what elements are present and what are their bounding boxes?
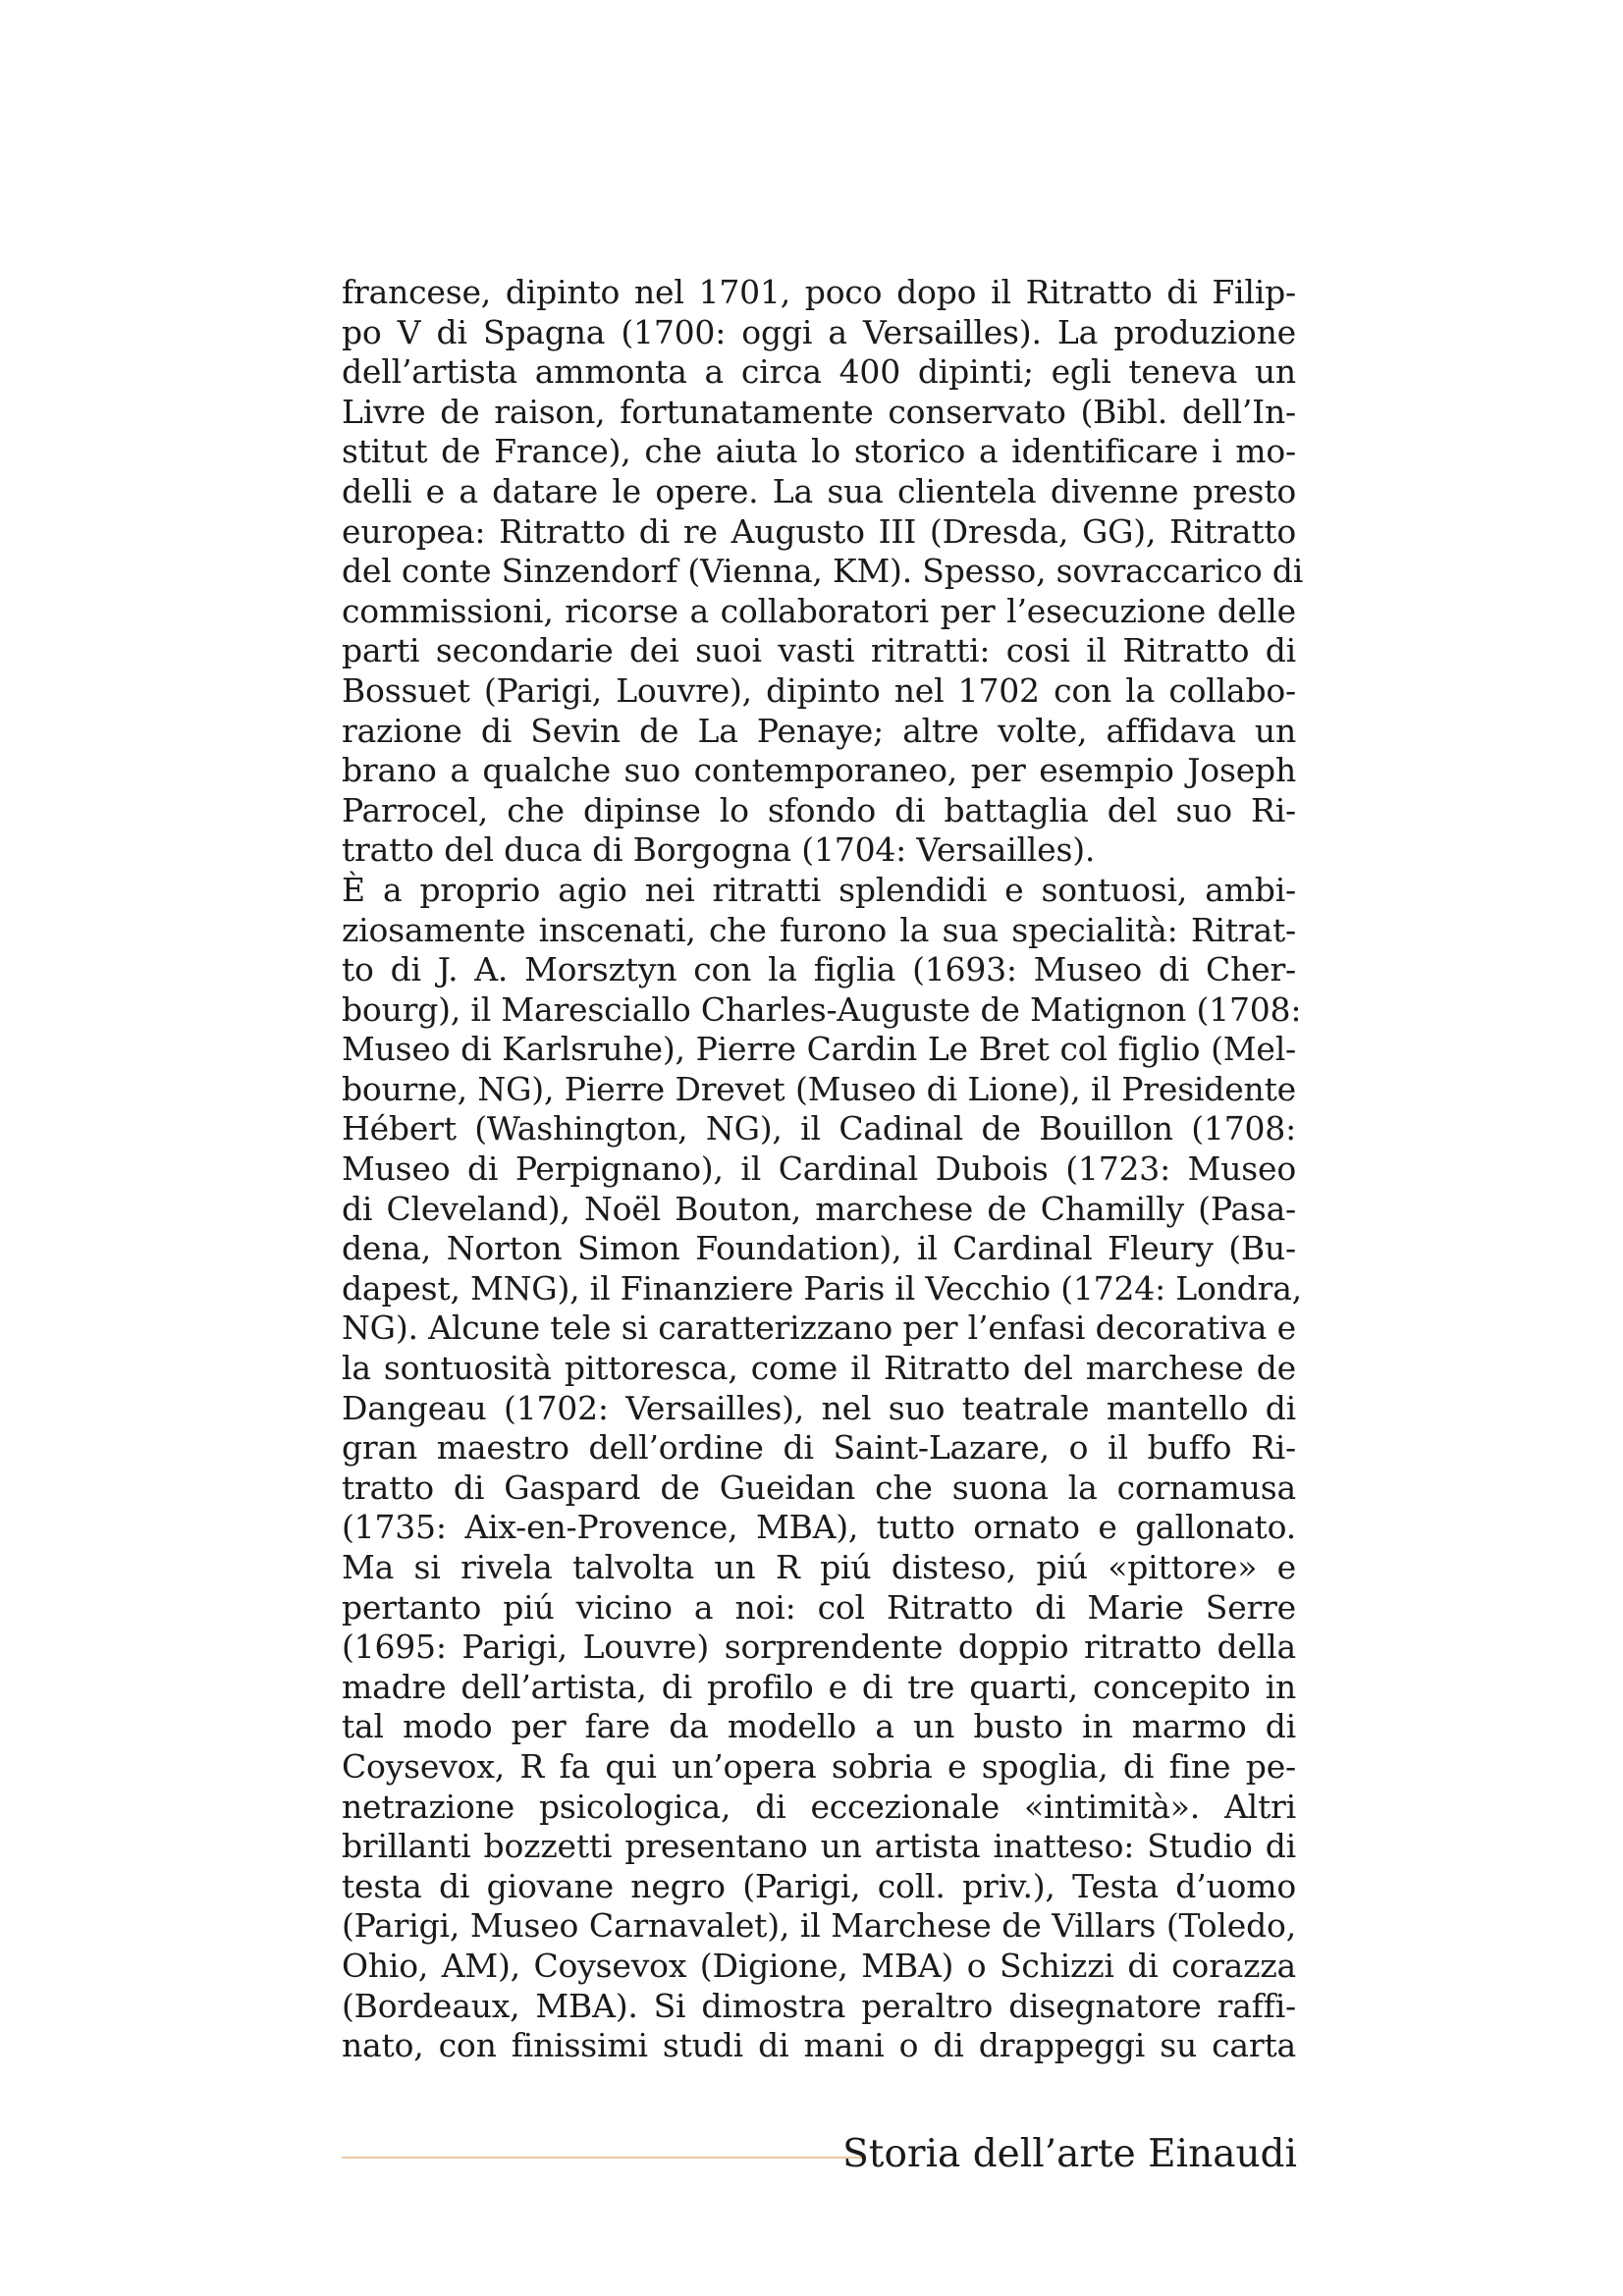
text-line: to di J. A. Morsztyn con la figlia (1693: Museo di Cher- (342, 950, 1296, 989)
text-line: gran maestro dell’ordine di Saint-Lazare, o il buffo Ri- (342, 1428, 1296, 1468)
text-line: razione di Sevin de La Penaye; altre volte, affidava un (342, 711, 1296, 750)
text-line: delli e a datare le opere. La sua clientela divenne presto (342, 471, 1296, 510)
footer-divider (342, 2157, 866, 2159)
text-line: Bossuet (Parigi, Louvre), dipinto nel 1702 con la collabo- (342, 670, 1296, 710)
text-column (342, 273, 1304, 2066)
text-line: brillanti bozzetti presentano un artista inatteso: Studio di (342, 1827, 1296, 1866)
text-line: Museo di Karlsruhe), Pierre Cardin Le Bret col figlio (Mel- (342, 1030, 1296, 1069)
text-line: del conte Sinzendorf (Vienna, KM). Spesso, sovraccarico di (342, 552, 1304, 591)
text-line: Parrocel, che dipinse lo sfondo di battaglia del suo Ri- (342, 790, 1296, 829)
text-line: parti secondarie dei suoi vasti ritratti: cosi il Ritratto di (342, 631, 1296, 670)
text-line: Dangeau (1702: Versailles), nel suo teatrale mantello di (342, 1388, 1296, 1427)
text-line: (1735: Aix-en-Provence, MBA), tutto ornato e gallonato. (342, 1508, 1296, 1547)
text-line: bourg), il Maresciallo Charles-Auguste de Matignon (1708: (342, 989, 1302, 1029)
text-line: Hébert (Washington, NG), il Cadinal de Bouillon (1708: (342, 1109, 1296, 1148)
text-line: Ma si rivela talvolta un R piú disteso, piú «pittore» e (342, 1548, 1296, 1586)
text-line: (Bordeaux, MBA). Si dimostra peraltro disegnatore raffi- (342, 1986, 1296, 2025)
text-line: ziosamente inscenati, che furono la sua specialità: Ritrat- (342, 910, 1296, 949)
footer-title: Storia dell’arte Einaudi (842, 2132, 1297, 2176)
text-line: tal modo per fare da modello a un busto in marmo di (342, 1707, 1296, 1746)
text-line: netrazione psicologica, di eccezionale «intimità». Altri (342, 1787, 1296, 1826)
text-line: di Cleveland), Noël Bouton, marchese de Chamilly (Pasa- (342, 1189, 1296, 1228)
text-line: testa di giovane negro (Parigi, coll. priv.), Testa d’uomo (342, 1866, 1296, 1905)
text-line: tratto di Gaspard de Gueidan che suona la cornamusa (342, 1468, 1296, 1507)
text-line: Livre de raison, fortunatamente conservato (Bibl. dell’In- (342, 392, 1296, 431)
text-line: bourne, NG), Pierre Drevet (Museo di Lione), il Presidente (342, 1069, 1296, 1108)
text-line: NG). Alcune tele si caratterizzano per l’enfasi decorativa e (342, 1308, 1296, 1348)
text-line: dena, Norton Simon Foundation), il Cardinal Fleury (Bu- (342, 1229, 1296, 1268)
text-line: francese, dipinto nel 1701, poco dopo il Ritratto di Filip- (342, 273, 1296, 311)
text-line: tratto del duca di Borgogna (1704: Versailles). (342, 830, 1096, 870)
text-line: la sontuosità pittoresca, come il Ritratto del marchese de (342, 1349, 1296, 1388)
text-line: È a proprio agio nei ritratti splendidi e sontuosi, ambi- (342, 870, 1296, 909)
text-line: dapest, MNG), il Finanziere Paris il Vecchio (1724: Londra, (342, 1268, 1302, 1308)
text-line: stitut de France), che aiuta lo storico a identificare i mo- (342, 432, 1296, 471)
text-line: commissioni, ricorse a collaboratori per l’esecuzione delle (342, 591, 1296, 630)
text-line: Ohio, AM), Coysevox (Digione, MBA) o Schizzi di corazza (342, 1946, 1296, 1985)
text-line: dell’artista ammonta a circa 400 dipinti; egli teneva un (342, 352, 1296, 392)
text-line: brano a qualche suo contemporaneo, per esempio Joseph (342, 751, 1296, 790)
text-line: nato, con finissimi studi di mani o di drappeggi su carta (342, 2026, 1296, 2065)
text-line: pertanto piú vicino a noi: col Ritratto di Marie Serre (342, 1587, 1296, 1627)
text-line: Coysevox, R fa qui un’opera sobria e spoglia, di fine pe- (342, 1746, 1296, 1786)
text-line: (1695: Parigi, Louvre) sorprendente doppio ritratto della (342, 1628, 1296, 1667)
text-line: po V di Spagna (1700: oggi a Versailles). La produzione (342, 312, 1296, 351)
text-line: europea: Ritratto di re Augusto III (Dresda, GG), Ritratto (342, 511, 1296, 551)
text-line: Museo di Perpignano), il Cardinal Dubois (1723: Museo (342, 1149, 1296, 1189)
text-line: (Parigi, Museo Carnavalet), il Marchese de Villars (Toledo, (342, 1906, 1296, 1946)
text-line: madre dell’artista, di profilo e di tre quarti, concepito in (342, 1667, 1296, 1706)
